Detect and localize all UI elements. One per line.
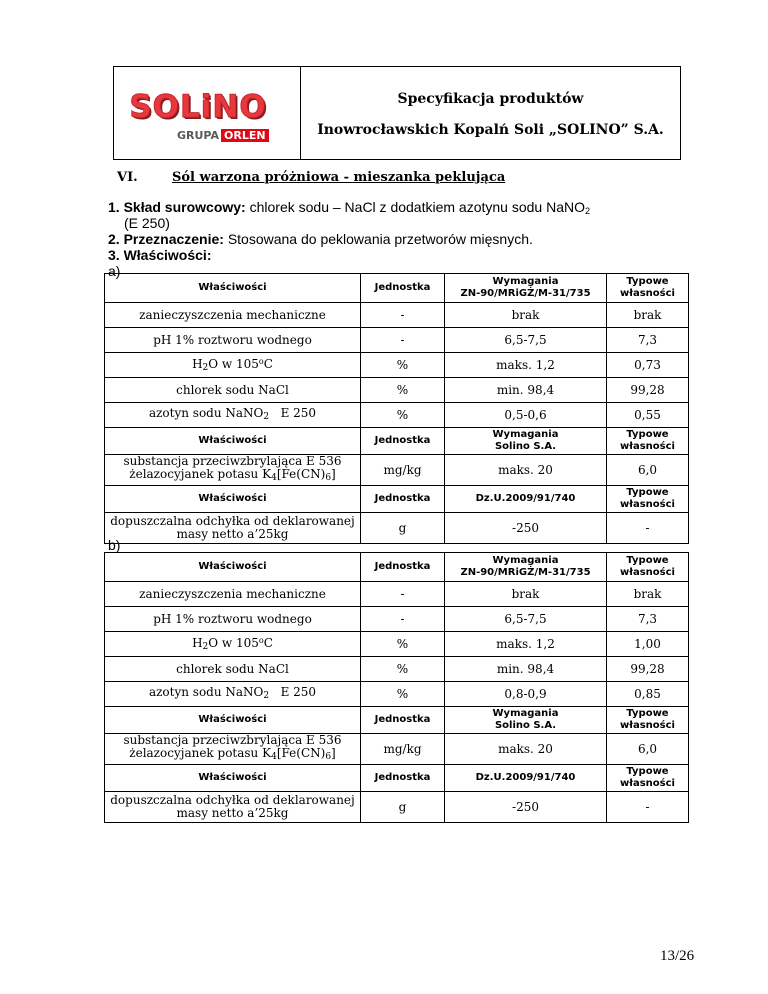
logo-grupa: GRUPA <box>177 129 219 142</box>
table-cell: O w 105 <box>208 636 259 650</box>
point-1-text: chlorek sodu – NaCl z dodatkiem azotynu sodu NaNO <box>249 199 586 215</box>
table-cell: własności <box>620 288 675 299</box>
table-cell: ] <box>331 746 336 760</box>
table-cell: 6,5-7,5 <box>445 607 607 632</box>
table-cell: Typowe <box>626 766 669 777</box>
table-cell: - <box>607 792 689 823</box>
point-3-label: 3. Właściwości: <box>108 247 212 263</box>
section-title: Sól warzona próżniowa - mieszanka peklująca <box>172 170 506 185</box>
page-number: 13/26 <box>660 948 695 964</box>
table-cell: Właściwości <box>105 428 361 455</box>
table-cell: H <box>192 636 203 650</box>
table-row <box>105 632 689 657</box>
table-cell: C <box>263 636 273 650</box>
table-cell: % <box>361 403 445 428</box>
table-cell: Wymagania <box>492 429 559 440</box>
table-cell: O w 105 <box>208 357 259 371</box>
table-cell: własności <box>620 567 675 578</box>
table-header-row <box>105 765 689 792</box>
table-cell: E 250 <box>280 405 317 420</box>
table-cell: Typowe <box>626 487 669 498</box>
table-row <box>105 792 689 823</box>
table-cell: brak <box>607 582 689 607</box>
table-cell: ZN-90/MRiGŻ/M-31/735 <box>460 567 591 578</box>
table-cell: chlorek sodu NaCl <box>105 378 361 403</box>
table-cell: 0,55 <box>607 403 689 428</box>
table-header-row <box>105 707 689 734</box>
table-row <box>105 734 689 765</box>
table-row <box>105 513 689 544</box>
table-cell <box>607 428 689 455</box>
table-cell: 0,8-0,9 <box>445 682 607 707</box>
table-cell: żelazocyjanek potasu K <box>129 467 272 481</box>
table-cell: Jednostka <box>361 486 445 513</box>
table-cell <box>445 553 607 582</box>
table-row <box>105 303 689 328</box>
table-cell: Typowe <box>626 429 669 440</box>
table-cell: zanieczyszczenia mechaniczne <box>105 582 361 607</box>
table-cell: min. 98,4 <box>445 657 607 682</box>
table-cell: - <box>361 303 445 328</box>
point-2-text: Stosowana do peklowania przetworów mięsnych. <box>227 231 533 247</box>
table-header-row <box>105 274 689 303</box>
table-cell: % <box>361 682 445 707</box>
point-properties <box>108 247 211 263</box>
table-cell: Jednostka <box>361 707 445 734</box>
table-cell: Solino S.A. <box>494 441 557 452</box>
table-cell: dopuszczalna odchyłka od deklarowanej <box>110 793 355 807</box>
table-cell <box>607 707 689 734</box>
table-row <box>105 657 689 682</box>
table-cell: % <box>361 632 445 657</box>
table-cell: Dz.U.2009/91/740 <box>445 765 607 792</box>
table-cell: H <box>192 357 203 371</box>
table-cell: o <box>258 636 264 645</box>
table-cell <box>105 734 361 765</box>
table-cell: 99,28 <box>607 657 689 682</box>
table-cell: E 250 <box>280 684 317 699</box>
table-cell: własności <box>620 441 675 452</box>
table-cell <box>105 632 361 657</box>
table-cell: brak <box>445 582 607 607</box>
table-cell: 2 <box>585 206 591 216</box>
table-row <box>105 682 689 707</box>
table-row <box>105 582 689 607</box>
point-1-label: 1. Skład surowcowy: <box>108 199 246 215</box>
table-cell: - <box>361 328 445 353</box>
table-cell: Typowe <box>626 276 669 287</box>
variant-a-label: a) <box>108 263 121 279</box>
table-cell: substancja przeciwzbrylająca E 536 <box>123 454 342 468</box>
table-cell: 99,28 <box>607 378 689 403</box>
table-cell <box>105 792 361 823</box>
table-row <box>105 353 689 378</box>
table-cell: 4 <box>271 473 277 483</box>
table-cell: zanieczyszczenia mechaniczne <box>105 303 361 328</box>
table-cell <box>607 274 689 303</box>
table-cell: maks. 1,2 <box>445 353 607 378</box>
table-cell: Wymagania <box>492 555 559 566</box>
logo-orlen: ORLEN <box>221 129 269 142</box>
table-cell: - <box>607 513 689 544</box>
table-cell: 1,00 <box>607 632 689 657</box>
table-cell: Jednostka <box>361 553 445 582</box>
table-cell: C <box>263 357 273 371</box>
table-cell: 2 <box>263 690 270 701</box>
table-cell: azotyn sodu NaNO <box>148 405 264 420</box>
table-cell: mg/kg <box>361 455 445 486</box>
table-cell: 6 <box>325 752 332 762</box>
table-cell: 6,0 <box>607 734 689 765</box>
table-cell <box>105 403 361 428</box>
table-cell: dopuszczalna odchyłka od deklarowanej <box>110 514 355 528</box>
table-cell: 2 <box>202 642 209 652</box>
table-cell: 7,3 <box>607 328 689 353</box>
table-cell: 0,5-0,6 <box>445 403 607 428</box>
variant-b-label: b) <box>108 537 121 553</box>
table-cell: 6,0 <box>607 455 689 486</box>
table-cell: o <box>258 357 264 366</box>
table-row <box>105 378 689 403</box>
table-cell <box>445 428 607 455</box>
table-cell: Właściwości <box>105 707 361 734</box>
table-cell <box>105 455 361 486</box>
table-cell: masy netto a’25kg <box>176 806 289 820</box>
table-cell: żelazocyjanek potasu K <box>129 746 272 760</box>
table-row <box>105 607 689 632</box>
table-cell: pH 1% roztworu wodnego <box>105 607 361 632</box>
table-cell: maks. 20 <box>445 734 607 765</box>
table-cell: pH 1% roztworu wodnego <box>105 328 361 353</box>
table-cell: ] <box>331 467 336 481</box>
table-cell <box>105 353 361 378</box>
table-header-row <box>105 486 689 513</box>
table-cell: -250 <box>445 513 607 544</box>
table-cell: [Fe(CN) <box>276 467 326 481</box>
table-cell <box>607 765 689 792</box>
table-cell <box>445 707 607 734</box>
table-cell: 2 <box>202 363 209 373</box>
table-cell: Właściwości <box>105 486 361 513</box>
table-cell: Wymagania <box>492 708 559 719</box>
table-row <box>105 328 689 353</box>
table-cell: maks. 20 <box>445 455 607 486</box>
section-number: VI. <box>117 170 138 185</box>
table-cell: Solino S.A. <box>494 720 557 731</box>
table-cell: Właściwości <box>105 274 361 303</box>
table-cell: własności <box>620 499 675 510</box>
table-row <box>105 455 689 486</box>
spec-table-a <box>104 273 689 544</box>
table-cell <box>105 682 361 707</box>
table-cell: % <box>361 657 445 682</box>
table-cell <box>607 553 689 582</box>
logo-group-label <box>177 129 269 143</box>
table-cell <box>607 486 689 513</box>
table-cell: % <box>361 378 445 403</box>
table-cell: 6,5-7,5 <box>445 328 607 353</box>
table-cell: masy netto a’25kg <box>176 527 289 541</box>
table-cell: Wymagania <box>492 276 559 287</box>
document-header <box>113 66 681 160</box>
table-cell: [Fe(CN) <box>276 746 326 760</box>
table-cell: ZN-90/MRiGŻ/M-31/735 <box>460 288 591 299</box>
table-cell: Typowe <box>626 555 669 566</box>
table-cell: - <box>361 607 445 632</box>
table-cell: 2 <box>263 411 270 422</box>
table-cell: min. 98,4 <box>445 378 607 403</box>
table-cell: własności <box>620 778 675 789</box>
table-cell: Właściwości <box>105 553 361 582</box>
table-cell: mg/kg <box>361 734 445 765</box>
table-cell: 4 <box>271 752 277 762</box>
table-cell: 0,73 <box>607 353 689 378</box>
table-cell: Właściwości <box>105 765 361 792</box>
point-1-continuation: (E 250) <box>124 215 170 231</box>
table-cell: maks. 1,2 <box>445 632 607 657</box>
header-title: Specyfikacja produktów <box>397 91 584 107</box>
table-cell: g <box>361 792 445 823</box>
table-cell: Jednostka <box>361 428 445 455</box>
company-logo <box>114 67 301 159</box>
header-subtitle: Inowrocławskich Kopalń Soli „SOLINO” S.A. <box>317 122 664 138</box>
table-cell: -250 <box>445 792 607 823</box>
point-2-label: 2. Przeznaczenie: <box>108 231 224 247</box>
table-header-row <box>105 428 689 455</box>
point-purpose <box>108 231 533 247</box>
table-row <box>105 403 689 428</box>
spec-table-b <box>104 552 689 823</box>
table-cell: brak <box>445 303 607 328</box>
table-header-row <box>105 553 689 582</box>
table-cell <box>445 274 607 303</box>
logo-wordmark: SOLiNO <box>129 89 267 125</box>
table-cell: % <box>361 353 445 378</box>
table-cell: Jednostka <box>361 765 445 792</box>
table-cell: Jednostka <box>361 274 445 303</box>
table-cell: chlorek sodu NaCl <box>105 657 361 682</box>
table-cell: brak <box>607 303 689 328</box>
table-cell: własności <box>620 720 675 731</box>
table-cell <box>105 513 361 544</box>
table-cell: 7,3 <box>607 607 689 632</box>
table-cell: 0,85 <box>607 682 689 707</box>
table-cell: substancja przeciwzbrylająca E 536 <box>123 733 342 747</box>
table-cell: Dz.U.2009/91/740 <box>445 486 607 513</box>
table-cell: Typowe <box>626 708 669 719</box>
point-composition <box>108 199 590 219</box>
table-cell: g <box>361 513 445 544</box>
table-cell: - <box>361 582 445 607</box>
table-cell: 6 <box>325 473 332 483</box>
table-cell: azotyn sodu NaNO <box>148 684 264 699</box>
